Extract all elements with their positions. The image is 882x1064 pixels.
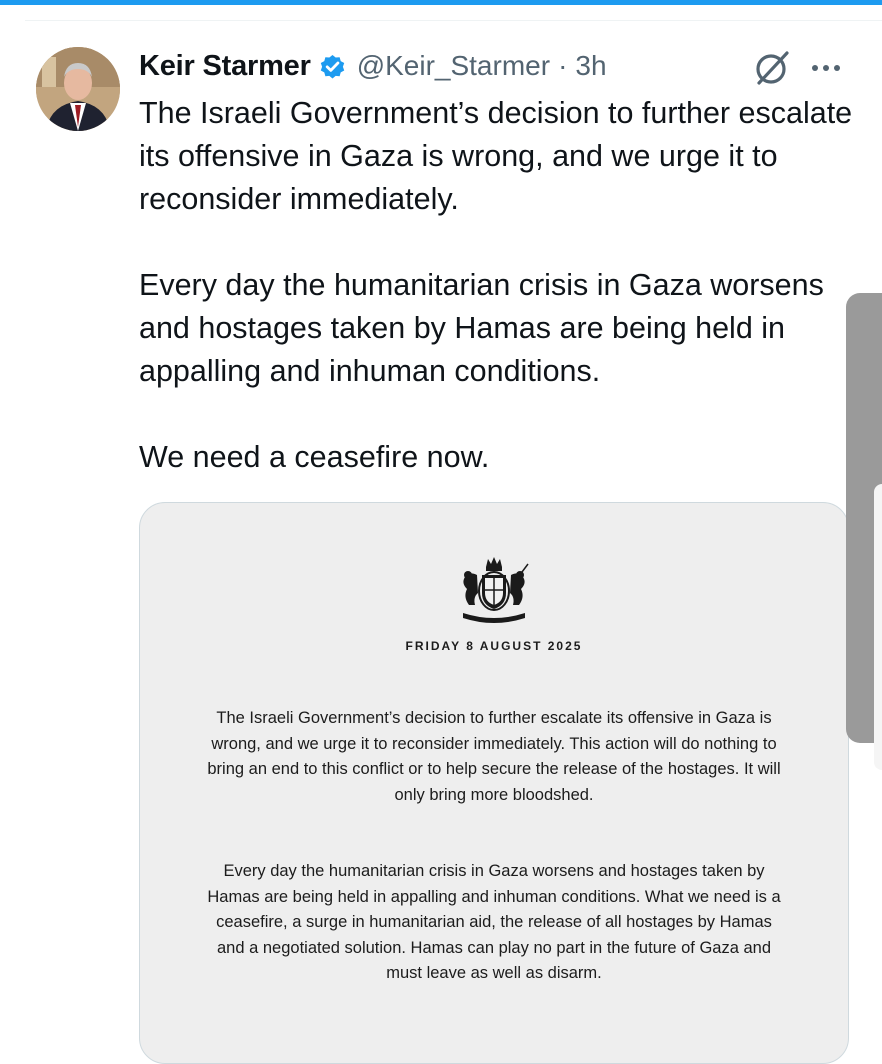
document-paragraph: The Israeli Government’s decision to further escalate its offensive in Gaza is wrong, and we urge it to reconsider immediately. This action will do nothing to bring an end to this conflict or to help secure the release of the hostages. It will only bring more bloodshed. <box>207 709 781 804</box>
avatar[interactable] <box>36 47 120 131</box>
tweet-paragraph: We need a ceasefire now. <box>139 440 490 474</box>
separator-dot: · <box>558 50 568 81</box>
tweet-header <box>139 46 607 86</box>
side-overlay-tab <box>874 484 882 770</box>
more-options-icon[interactable] <box>808 58 844 78</box>
royal-coat-of-arms-icon <box>451 553 537 625</box>
document-date: FRIDAY 8 AUGUST 2025 <box>405 639 583 653</box>
top-progress-bar <box>0 0 882 5</box>
author-handle[interactable]: @Keir_Starmer <box>356 50 551 81</box>
tweet-paragraph: The Israeli Government’s decision to further escalate its offensive in Gaza is wrong, and we urge it to reconsider immediately. <box>139 96 853 216</box>
media-image-card[interactable] <box>139 502 849 1064</box>
tweet-paragraph: Every day the humanitarian crisis in Gaza worsens and hostages taken by Hamas are being held in appalling and inhuman conditions. <box>139 268 824 388</box>
timestamp[interactable]: 3h <box>575 50 607 81</box>
tweet-text <box>139 92 859 479</box>
verified-badge-icon[interactable] <box>318 52 347 81</box>
author-name[interactable]: Keir Starmer <box>139 49 311 82</box>
document-paragraph: Every day the humanitarian crisis in Gaza worsens and hostages taken by Hamas are being held in appalling and inhuman conditions. What we need is a ceasefire, a surge in humanitarian aid, the release of all hostages by Hamas and a negotiated solution. Hamas can play no part in the future of Gaza and must leave as well as disarm. <box>207 862 781 982</box>
grok-icon[interactable] <box>752 48 792 88</box>
timeline-divider <box>25 20 882 21</box>
